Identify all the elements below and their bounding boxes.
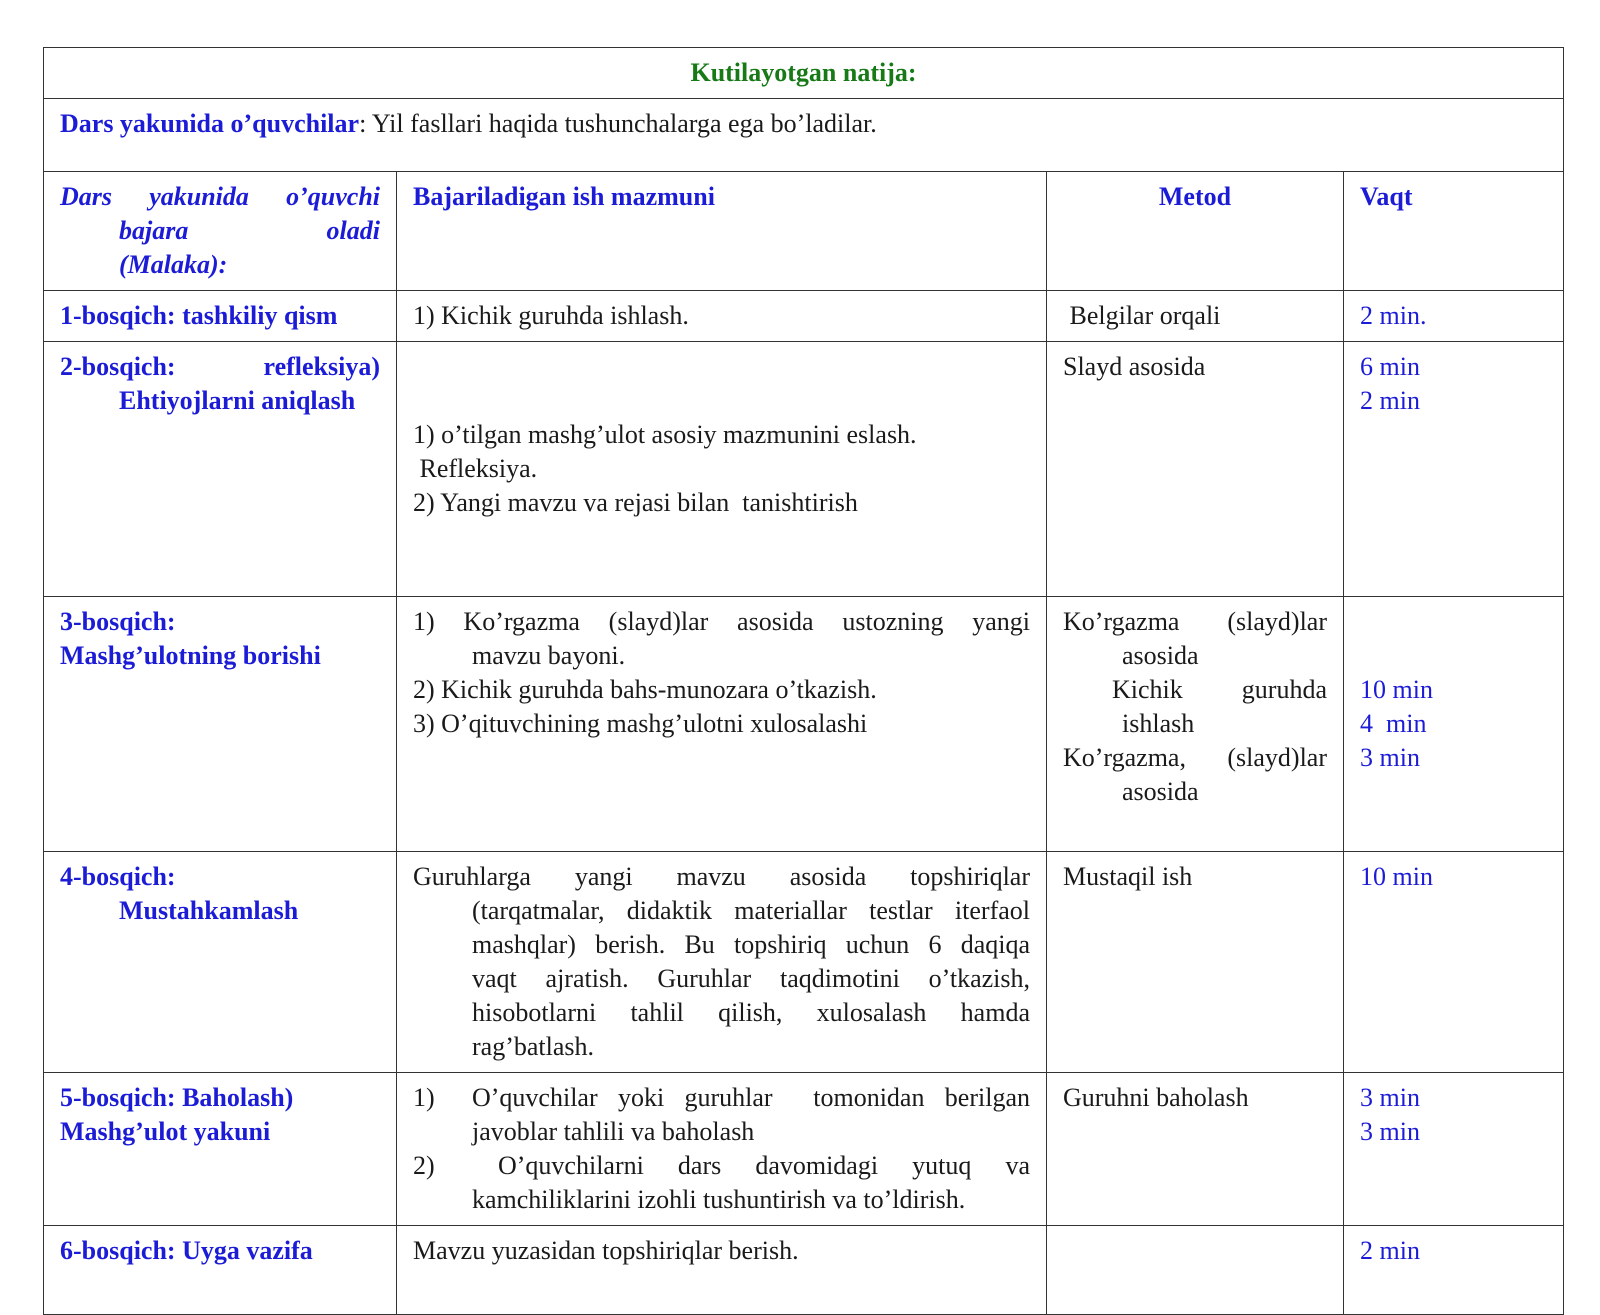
result-row xyxy=(44,99,1564,172)
method-line: Guruhni baholash xyxy=(1063,1083,1249,1112)
content-cell xyxy=(397,1073,1047,1226)
item-number: 1) xyxy=(413,1083,435,1112)
method-cell xyxy=(1047,1226,1344,1315)
content-line: kamchiliklarini izohli tushuntirish va to’ldirish. xyxy=(472,1185,966,1214)
content-line: (tarqatmalar, didaktik materiallar testlar iterfaol xyxy=(472,896,1030,925)
header-skill-line: Dars yakunida o’quvchi xyxy=(60,182,380,211)
stage-row xyxy=(44,852,1564,1073)
method-line: Slayd asosida xyxy=(1063,352,1206,381)
time-line: 2 min. xyxy=(1360,301,1427,330)
expected-result-title: Kutilayotgan natija: xyxy=(44,48,1564,99)
content-line: O’quvchilar yoki guruhlar tomonidan berilgan xyxy=(472,1083,1030,1112)
content-cell xyxy=(397,342,1047,597)
method-line: ishlash xyxy=(1122,709,1195,738)
time-line: 6 min xyxy=(1360,352,1420,381)
time-cell xyxy=(1344,852,1564,1073)
stage-line: Mustahkamlash xyxy=(119,896,299,925)
lesson-plan-table xyxy=(43,47,1564,1315)
stage-row xyxy=(44,1226,1564,1315)
stage-cell xyxy=(44,1073,397,1226)
content-line: Mavzu yuzasidan topshiriqlar berish. xyxy=(413,1236,799,1265)
stage-row xyxy=(44,1073,1564,1226)
content-line: hisobotlarni tahlil qilish, xulosalash hamda xyxy=(472,998,1030,1027)
stage-line: 1-bosqich: tashkiliy qism xyxy=(60,301,338,330)
stage-line: 6-bosqich: Uyga vazifa xyxy=(60,1236,313,1265)
stage-line: 2-bosqich: refleksiya) xyxy=(60,352,380,381)
stage-row xyxy=(44,342,1564,597)
time-line: 3 min xyxy=(1360,1083,1420,1112)
time-cell xyxy=(1344,342,1564,597)
content-line: vaqt ajratish. Guruhlar taqdimotini o’tkazish, xyxy=(472,964,1030,993)
stage-cell xyxy=(44,597,397,852)
header-method: Metod xyxy=(1047,172,1344,291)
time-line: 2 min xyxy=(1360,1236,1420,1265)
time-line: 4 min xyxy=(1360,709,1427,738)
stage-cell xyxy=(44,291,397,342)
header-time: Vaqt xyxy=(1344,172,1564,291)
method-line: Ko’rgazma, (slayd)lar xyxy=(1063,743,1327,772)
stage-line: 4-bosqich: xyxy=(60,862,176,891)
method-line: Belgilar orqali xyxy=(1063,301,1221,330)
stage-cell xyxy=(44,1226,397,1315)
stage-cell xyxy=(44,342,397,597)
stage-line: Ehtiyojlarni aniqlash xyxy=(119,386,356,415)
method-line: Mustaqil ish xyxy=(1063,862,1193,891)
content-cell xyxy=(397,852,1047,1073)
content-item xyxy=(413,1081,1030,1115)
result-label: Dars yakunida o’quvchilar xyxy=(60,109,360,138)
stage-line: Mashg’ulotning borishi xyxy=(60,641,321,670)
stage-line: Mashg’ulot yakuni xyxy=(60,1117,271,1146)
header-content: Bajariladigan ish mazmuni xyxy=(397,172,1047,291)
content-line: O’quvchilarni dars davomidagi yutuq va xyxy=(498,1151,1030,1180)
method-cell xyxy=(1047,1073,1344,1226)
content-item xyxy=(413,1149,1030,1183)
content-line: 1) o’tilgan mashg’ulot asosiy mazmunini eslash. xyxy=(413,420,917,449)
stage-row xyxy=(44,291,1564,342)
method-cell xyxy=(1047,342,1344,597)
time-cell xyxy=(1344,597,1564,852)
stage-cell xyxy=(44,852,397,1073)
time-cell xyxy=(1344,1226,1564,1315)
content-cell xyxy=(397,1226,1047,1315)
time-line: 10 min xyxy=(1360,862,1433,891)
content-line: Refleksiya. xyxy=(413,454,538,483)
content-line: mavzu bayoni. xyxy=(472,641,626,670)
time-cell xyxy=(1344,291,1564,342)
content-line: 2) Yangi mavzu va rejasi bilan tanishtirish xyxy=(413,488,858,517)
header-skill-line: (Malaka): xyxy=(119,250,228,279)
content-cell xyxy=(397,597,1047,852)
content-line: Guruhlarga yangi mavzu asosida topshiriqlar xyxy=(413,862,1030,891)
stage-line: 5-bosqich: Baholash) xyxy=(60,1083,294,1112)
result-text: : Yil fasllari haqida tushunchalarga ega bo’ladilar. xyxy=(359,109,877,138)
content-line: rag’batlash. xyxy=(472,1032,595,1061)
content-line: 1) Kichik guruhda ishlash. xyxy=(413,301,689,330)
time-line: 3 min xyxy=(1360,743,1420,772)
time-line: 3 min xyxy=(1360,1117,1420,1146)
method-line: asosida xyxy=(1122,777,1199,806)
content-line: 1) Ko’rgazma (slayd)lar asosida ustozning yangi xyxy=(413,607,1030,636)
content-line: 2) Kichik guruhda bahs-munozara o’tkazish. xyxy=(413,675,877,704)
title-row xyxy=(44,48,1564,99)
time-cell xyxy=(1344,1073,1564,1226)
content-line: 3) O’qituvchining mashg’ulotni xulosalashi xyxy=(413,709,868,738)
content-line: mashqlar) berish. Bu topshiriq uchun 6 daqiqa xyxy=(472,930,1030,959)
header-skill-line: bajara oladi xyxy=(119,216,380,245)
method-cell xyxy=(1047,291,1344,342)
method-line: Ko’rgazma (slayd)lar xyxy=(1063,607,1327,636)
header-row xyxy=(44,172,1564,291)
method-line: Kichik guruhda xyxy=(1112,675,1327,704)
stage-row xyxy=(44,597,1564,852)
method-cell xyxy=(1047,852,1344,1073)
header-skill xyxy=(44,172,397,291)
content-line: javoblar tahlili va baholash xyxy=(472,1117,755,1146)
content-cell xyxy=(397,291,1047,342)
time-line: 2 min xyxy=(1360,386,1420,415)
item-number: 2) xyxy=(413,1151,435,1180)
method-line: asosida xyxy=(1122,641,1199,670)
stage-line: 3-bosqich: xyxy=(60,607,176,636)
result-cell xyxy=(44,99,1564,172)
time-line: 10 min xyxy=(1360,675,1433,704)
method-cell xyxy=(1047,597,1344,852)
